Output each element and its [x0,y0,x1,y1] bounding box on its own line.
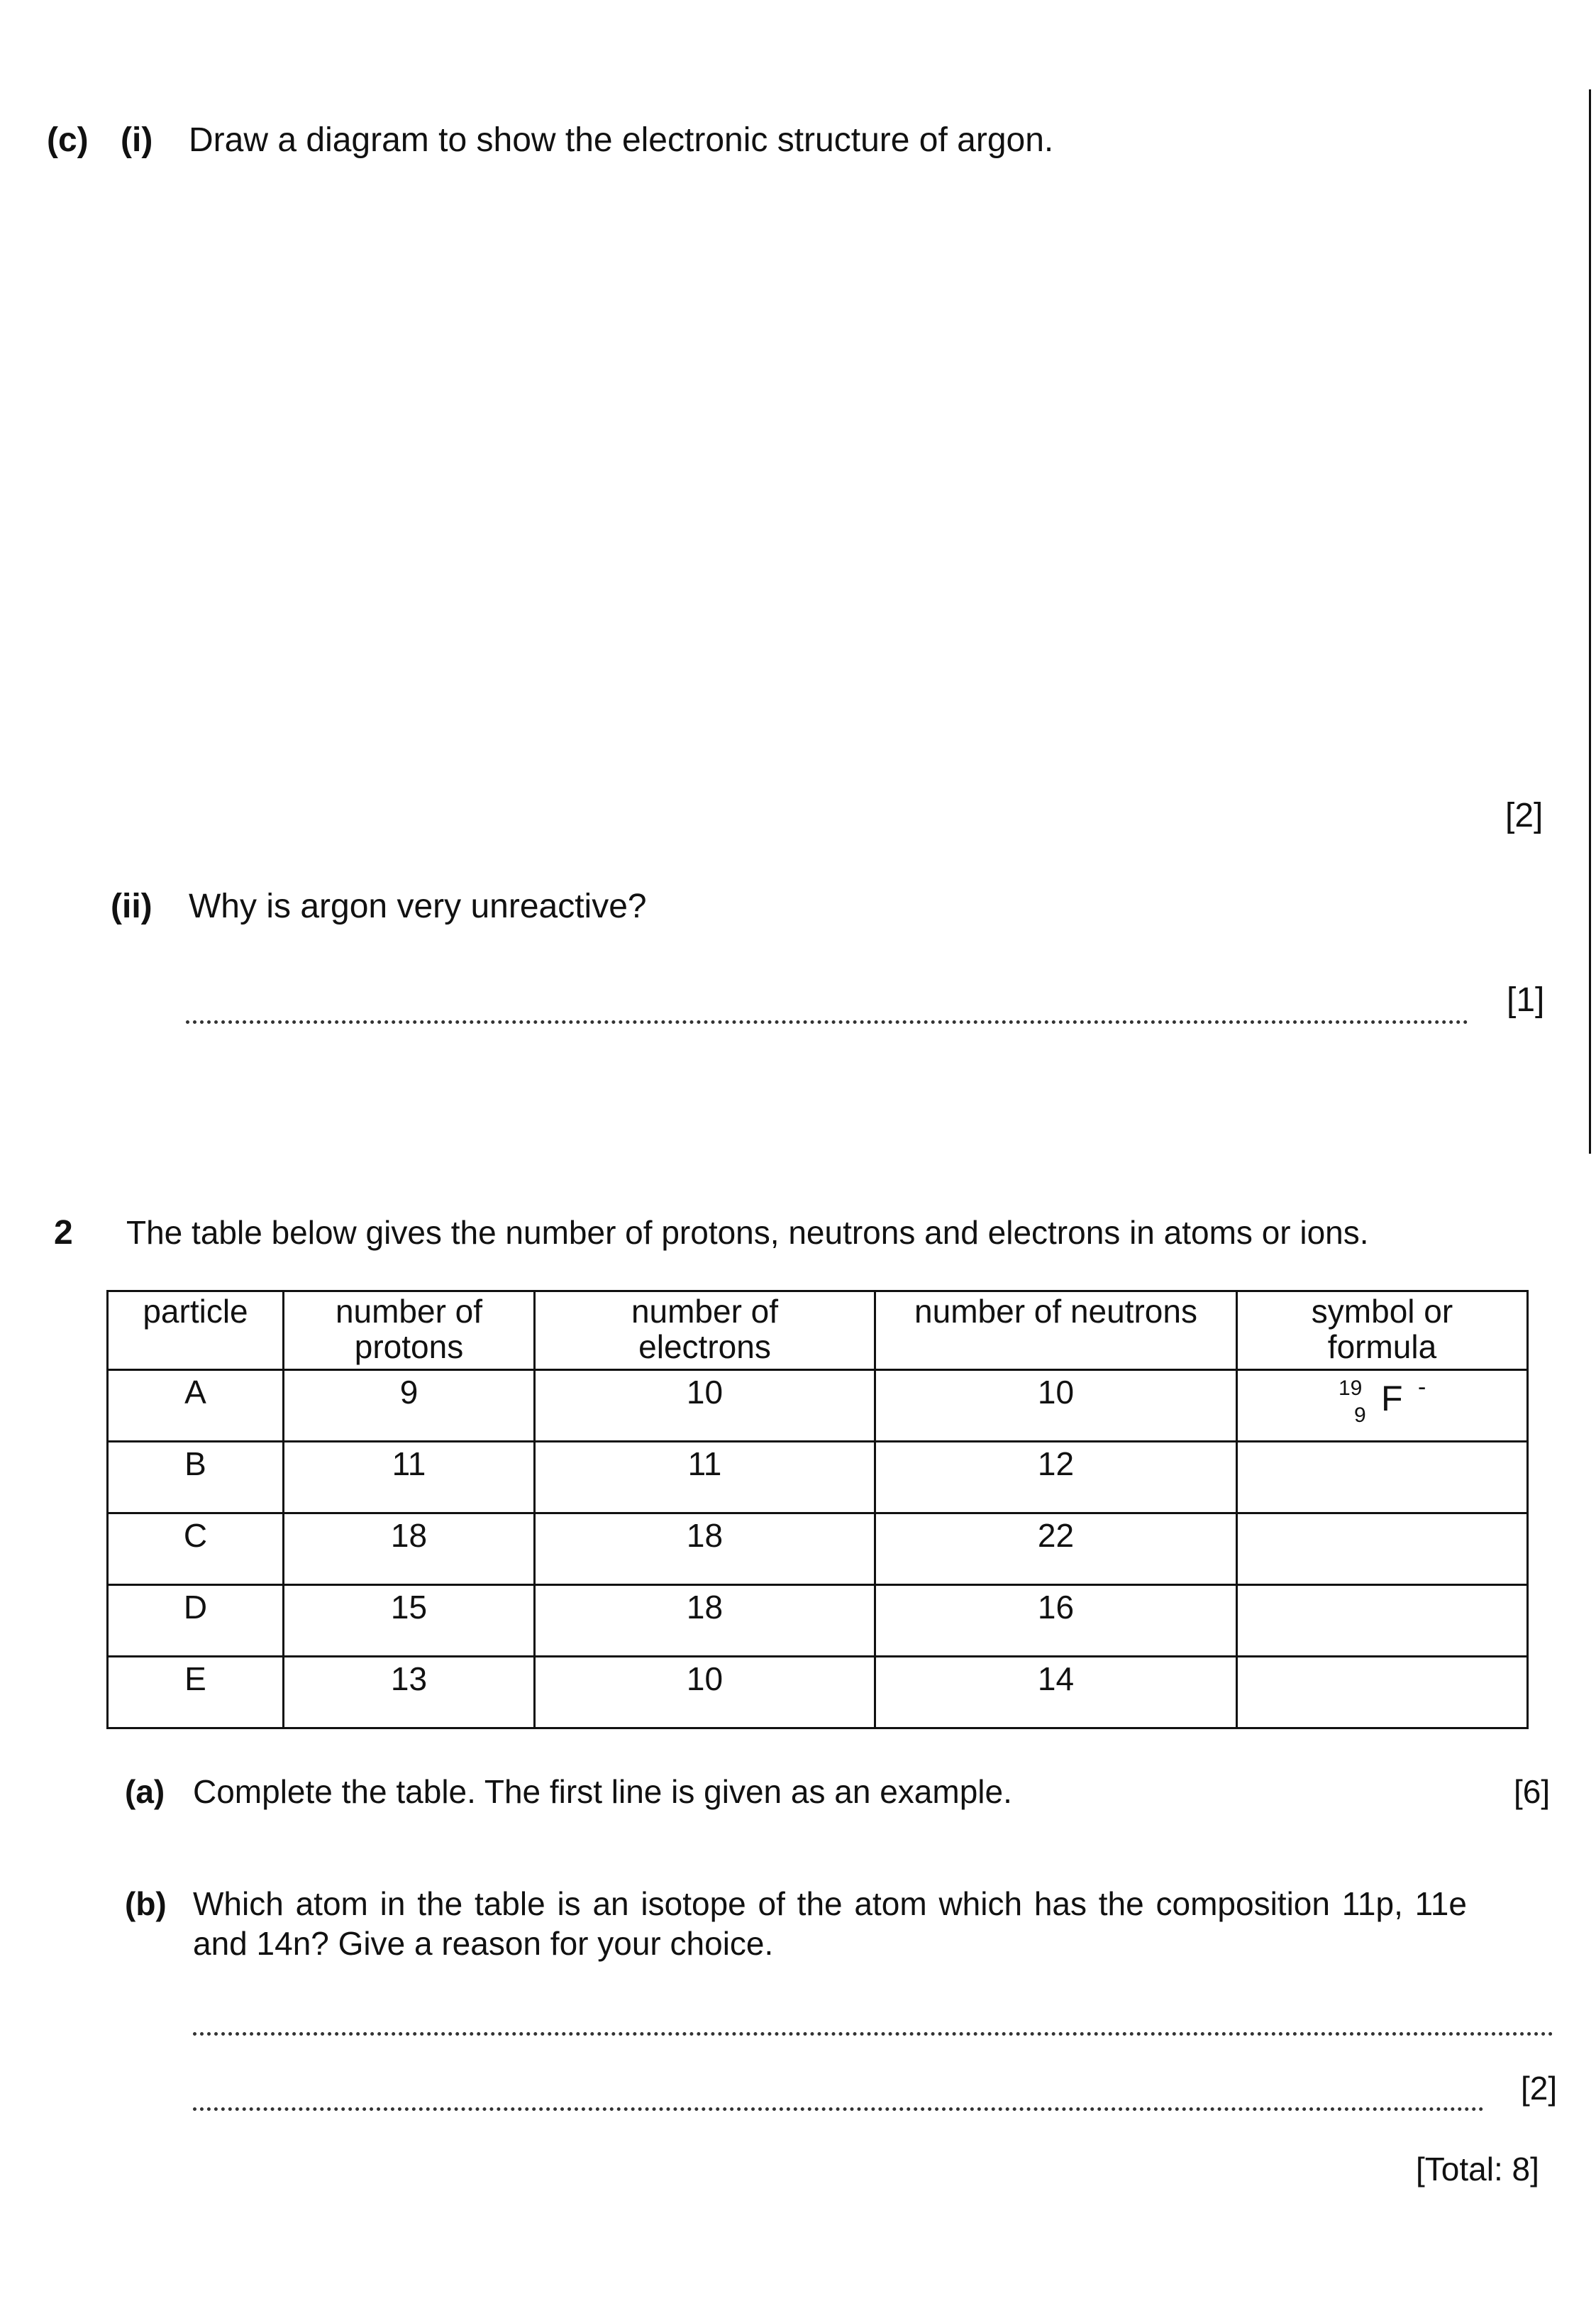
question-c-i-text: Draw a diagram to show the electronic structure of argon. [189,121,1054,159]
marks-c-i: [2] [1505,797,1544,834]
table-row-e [108,1657,1528,1728]
question-2-intro: The table below gives the number of protons, neutrons and electrons in atoms or ions. [126,1214,1369,1251]
cell-electrons: 18 [535,1513,875,1585]
cell-symbol-answer[interactable] [1237,1657,1528,1728]
cell-neutrons: 14 [875,1657,1237,1728]
cell-protons: 11 [284,1442,535,1513]
cell-protons: 13 [284,1657,535,1728]
question-2-number: 2 [54,1214,73,1252]
table-row-b [108,1442,1528,1513]
cell-symbol-answer[interactable] [1237,1513,1528,1585]
cell-neutrons: 10 [875,1370,1237,1442]
ion-charge: - [1418,1374,1426,1401]
marks-b: [2] [1521,2070,1558,2107]
part-a-label: (a) [125,1773,165,1810]
part-c-ii-label: (ii) [111,888,153,925]
part-c-i-label: (i) [121,121,153,159]
header-particle: particle [108,1291,284,1370]
cell-electrons: 10 [535,1370,875,1442]
part-c-label: (c) [47,121,89,159]
cell-symbol-answer[interactable] [1237,1442,1528,1513]
atomic-number: 9 [1354,1403,1366,1427]
cell-particle: D [108,1585,284,1657]
margin-rule [1589,89,1591,1154]
header-protons: number of protons [284,1291,535,1370]
table-header-row [108,1291,1528,1370]
cell-electrons: 18 [535,1585,875,1657]
particle-table [106,1290,1529,1729]
question-c-ii-text: Why is argon very unreactive? [189,888,647,925]
fluoride-ion-symbol [1339,1374,1438,1430]
answer-line-c-ii[interactable] [186,1020,1468,1024]
header-symbol: symbol or formula [1237,1291,1528,1370]
cell-protons: 18 [284,1513,535,1585]
cell-symbol-answer[interactable] [1237,1585,1528,1657]
part-b-text-line1: Which atom in the table is an isotope of the atom which has the composition 11p, 11e [193,1885,1467,1922]
cell-protons: 15 [284,1585,535,1657]
table-row-a [108,1370,1528,1442]
table-row-c [108,1513,1528,1585]
cell-symbol-example [1237,1370,1528,1442]
cell-particle: A [108,1370,284,1442]
header-neutrons: number of neutrons [875,1291,1237,1370]
element-symbol: F [1381,1379,1403,1418]
answer-line-b-2[interactable] [193,2107,1484,2111]
cell-electrons: 11 [535,1442,875,1513]
part-b-text-line2: and 14n? Give a reason for your choice. [193,1925,774,1962]
cell-particle: B [108,1442,284,1513]
cell-electrons: 10 [535,1657,875,1728]
cell-protons: 9 [284,1370,535,1442]
marks-a: [6] [1514,1773,1551,1810]
cell-neutrons: 12 [875,1442,1237,1513]
marks-c-ii: [1] [1507,981,1545,1019]
part-b-label: (b) [125,1885,167,1922]
table-row-d [108,1585,1528,1657]
part-a-text: Complete the table. The first line is given as an example. [193,1773,1012,1810]
cell-particle: E [108,1657,284,1728]
cell-particle: C [108,1513,284,1585]
total-marks: [Total: 8] [1416,2151,1539,2188]
answer-line-b-1[interactable] [193,2032,1553,2036]
cell-neutrons: 22 [875,1513,1237,1585]
header-electrons: number of electrons [535,1291,875,1370]
mass-number: 19 [1339,1377,1363,1400]
cell-neutrons: 16 [875,1585,1237,1657]
